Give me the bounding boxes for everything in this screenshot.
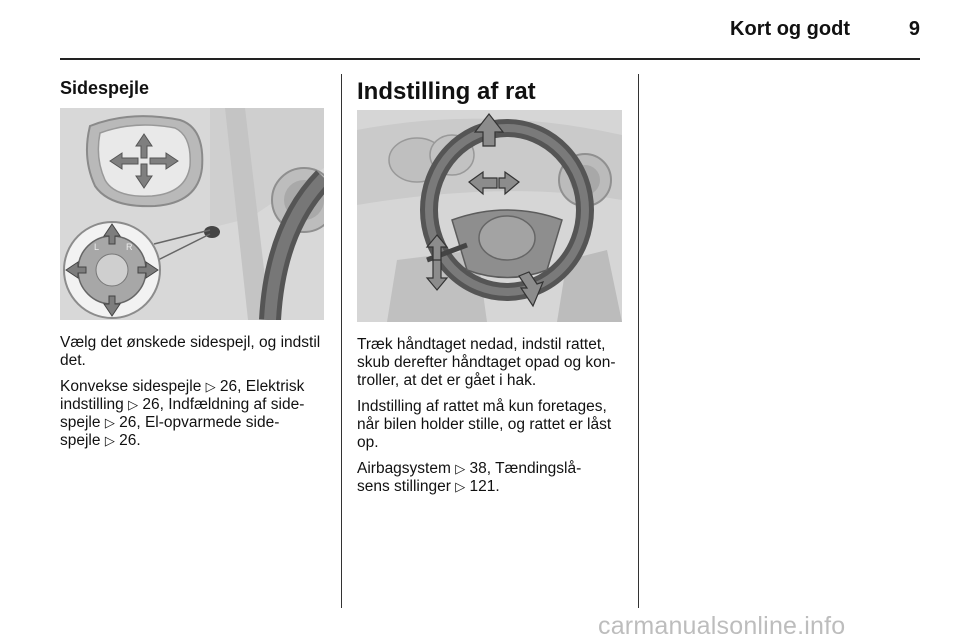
page-header-title: Kort og godt bbox=[730, 18, 850, 40]
page-number: 9 bbox=[908, 18, 920, 40]
cross-reference-arrow-icon: ▷ bbox=[455, 461, 466, 476]
text-fragment: 26. bbox=[114, 432, 141, 449]
text-fragment: sens stillinger bbox=[357, 478, 456, 495]
text-line: op. bbox=[357, 434, 379, 451]
section-heading-side-mirrors: Sidespejle bbox=[60, 78, 150, 98]
section-heading-steering-wheel: Indstilling af rat bbox=[357, 78, 536, 105]
cross-reference-arrow-icon: ▷ bbox=[205, 379, 216, 394]
mirror-select-label-l: L bbox=[94, 242, 100, 252]
steering-wheel-illustration bbox=[357, 110, 622, 322]
cross-reference-arrow-icon: ▷ bbox=[455, 479, 466, 494]
text-fragment: spejle bbox=[60, 432, 105, 449]
cross-reference-arrow-icon: ▷ bbox=[128, 397, 139, 412]
text-fragment: 26, El-opvarmede side- bbox=[114, 414, 280, 431]
side-mirror-illustration bbox=[60, 108, 324, 320]
footer-watermark: carmanualsonline.info bbox=[598, 612, 846, 640]
text-fragment: 121. bbox=[465, 478, 500, 495]
text-line: når bilen holder stille, og rattet er låst bbox=[357, 416, 612, 433]
text-fragment: Airbagsystem bbox=[357, 460, 456, 477]
text-fragment: 26, Elektrisk bbox=[215, 378, 305, 395]
text-fragment: Konvekse sidespejle bbox=[60, 378, 206, 395]
cross-reference-arrow-icon: ▷ bbox=[104, 415, 115, 430]
paragraph-steering-references bbox=[357, 460, 627, 496]
text-fragment: 38, Tændingslå- bbox=[465, 460, 582, 477]
mirror-select-label-r: R bbox=[126, 242, 133, 252]
text-line: skub derefter håndtaget opad og kon- bbox=[357, 354, 616, 371]
text-fragment: spejle bbox=[60, 414, 105, 431]
column-divider-right bbox=[638, 74, 639, 608]
text-line: Træk håndtaget nedad, indstil rattet, bbox=[357, 336, 606, 353]
header-rule bbox=[60, 58, 920, 60]
text-line: Indstilling af rattet må kun foretages, bbox=[357, 398, 607, 415]
paragraph-select-mirror: Vælg det ønskede sidespejl, og indstil det. bbox=[60, 334, 321, 369]
cross-reference-arrow-icon: ▷ bbox=[104, 433, 115, 448]
column-divider-left bbox=[341, 74, 342, 608]
text-fragment: 26, Indfældning af side- bbox=[138, 396, 305, 413]
text-line: troller, at det er gået i hak. bbox=[357, 372, 537, 389]
text-fragment: indstilling bbox=[60, 396, 129, 413]
paragraph-adjust-steering bbox=[357, 336, 627, 390]
paragraph-mirror-references bbox=[60, 378, 330, 450]
paragraph-steering-safety bbox=[357, 398, 627, 452]
